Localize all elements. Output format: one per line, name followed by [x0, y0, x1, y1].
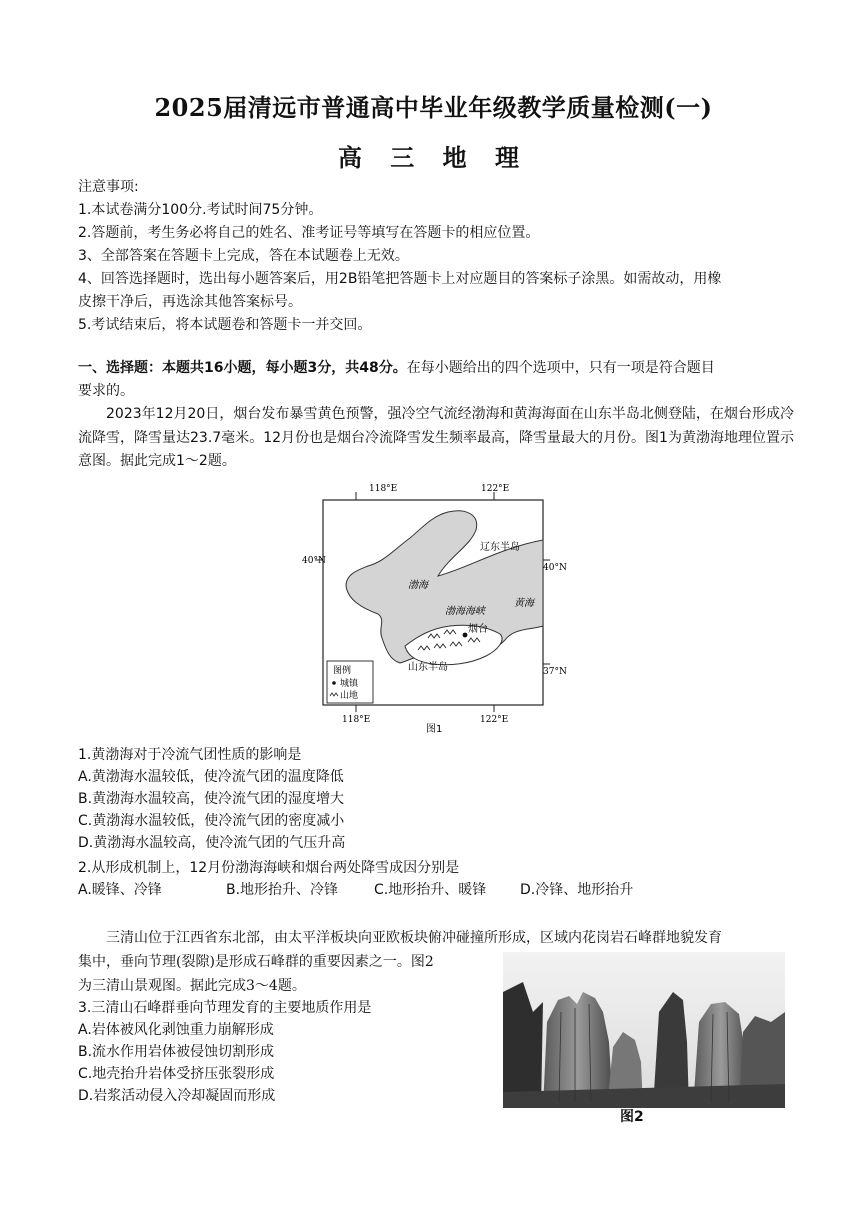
question-3 [78, 997, 371, 1107]
question-2-options [78, 879, 633, 901]
option-item: A.暖锋、冷锋 [78, 882, 162, 898]
option-item: D.黄渤海水温较高，使冷流气团的气压升高 [78, 835, 346, 851]
option-item: A.黄渤海水温较低，使冷流气团的温度降低 [78, 769, 344, 785]
label-yellow-sea: 黄海 [514, 598, 534, 609]
lon-label: 122°E [481, 484, 510, 494]
legend-city-label: 城镇 [340, 679, 359, 689]
section-heading [78, 357, 794, 379]
option-item: C.地形抬升、暖锋 [374, 882, 487, 898]
legend-mountain-label: 山地 [340, 691, 359, 701]
figure-1-caption: 图1 [426, 724, 443, 735]
section-heading-bold: 一、选择题：本题共16小题，每小题3分，共48分。 [78, 360, 407, 376]
question-2 [78, 857, 633, 901]
figure-2-caption: 图2 [620, 1109, 644, 1125]
option-item: B.黄渤海水温较高，使冷流气团的湿度增大 [78, 791, 345, 807]
option-item: B.地形抬升、冷锋 [226, 882, 339, 898]
option-item: B.流水作用岩体被侵蚀切割形成 [78, 1044, 275, 1060]
option-item: D.冷锋、地形抬升 [520, 882, 634, 898]
label-yantai: 烟台 [468, 624, 488, 635]
option-item: A.岩体被风化剥蚀重力崩解形成 [78, 1022, 274, 1038]
figure-1-map [300, 478, 570, 736]
note-item: 皮擦干净后，再选涂其他答案标号。 [78, 294, 302, 310]
passage-1: 2023年12月20日，烟台发布暴雪黄色预警，强冷空气流经渤海和黄海海面在山东半岛北侧登陆，在烟台形成冷流降雪，降雪量达23.7毫米。12月份也是烟台冷流降雪发生频率最高，降雪量最大的月份。图1为黄渤海地理位置示意图。据此完成1～2题。 [78, 406, 794, 469]
label-strait: 渤海海峡 [445, 606, 485, 617]
legend-city-icon [332, 681, 336, 685]
label-shandong: 山东半岛 [408, 662, 448, 673]
notes-heading: 注意事项: [78, 179, 139, 195]
question-1-stem: 1.黄渤海对于冷流气团性质的影响是 [78, 747, 302, 763]
note-item: 4、回答选择题时，选出每小题答案后，用2B铅笔把答题卡上对应题目的答案标子涂黑。如需故动，用橡 [78, 271, 722, 287]
option-item: C.地壳抬升岩体受挤压张裂形成 [78, 1066, 275, 1082]
passage-2-line: 三清山位于江西省东北部，由太平洋板块向亚欧板块俯冲碰撞所形成，区域内花岗岩石峰群地貌发育 [106, 930, 722, 946]
section-heading-line2: 要求的。 [78, 383, 134, 399]
lon-label: 122°E [480, 715, 509, 725]
question-1 [78, 744, 345, 854]
lat-label: 37°N [543, 667, 567, 677]
lat-label: 40°N [302, 556, 326, 566]
note-item: 1.本试卷满分100分.考试时间75分钟。 [78, 202, 323, 218]
label-bohai: 渤海 [408, 580, 428, 591]
question-2-stem: 2.从形成机制上，12月份渤海海峡和烟台两处降雪成因分别是 [78, 860, 460, 876]
note-item: 2.答题前，考生务必将自己的姓名、准考证号等填写在答题卡的相应位置。 [78, 225, 540, 241]
section-heading-rest: 在每小题给出的四个选项中，只有一项是符合题目 [406, 360, 715, 376]
passage-2-line: 集中，垂向节理(裂隙)是形成石峰群的重要因素之一。图2 [78, 954, 434, 970]
question-3-stem: 3.三清山石峰群垂向节理发育的主要地质作用是 [78, 1000, 372, 1016]
legend-title: 图例 [333, 666, 352, 676]
lat-label: 40°N [543, 563, 567, 573]
label-liaodong: 辽东半岛 [480, 542, 520, 553]
subject-title: 高 三 地 理 [337, 143, 530, 172]
note-item: 3、全部答案在答题卡上完成，答在本试题卷上无效。 [78, 248, 409, 264]
lon-label: 118°E [369, 484, 398, 494]
yantai-city-dot [463, 633, 468, 638]
option-item: C.黄渤海水温较低，使冷流气团的密度减小 [78, 813, 345, 829]
figure-2-photo [503, 952, 785, 1108]
option-item: D.岩浆活动侵入冷却凝固而形成 [78, 1088, 276, 1104]
note-item: 5.考试结束后，将本试题卷和答题卡一并交回。 [78, 317, 372, 333]
passage-2-line: 为三清山景观图。据此完成3～4题。 [78, 978, 306, 994]
exam-title: 2025届清远市普通高中毕业年级教学质量检测(一) [154, 93, 713, 122]
lon-label: 118°E [342, 715, 371, 725]
